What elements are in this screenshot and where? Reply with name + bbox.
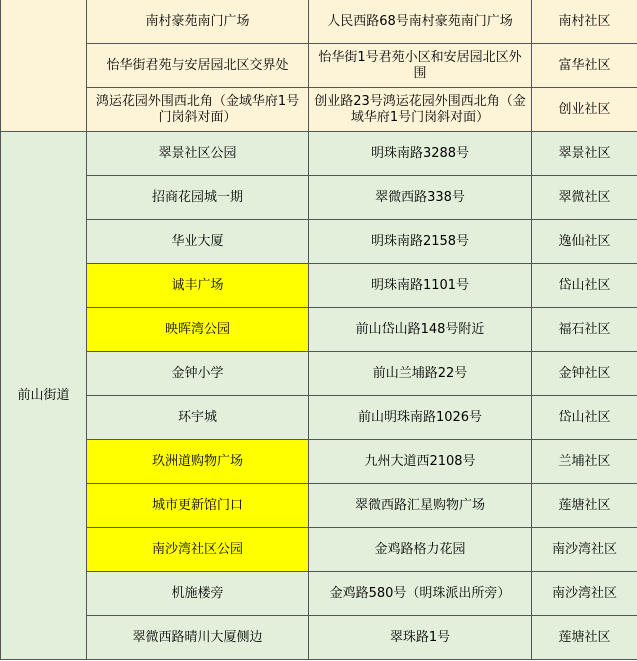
- location-cell: 机施楼旁: [87, 572, 309, 616]
- address-cell: 人民西路68号南村豪苑南门广场: [309, 0, 532, 44]
- address-cell: 明珠南路2158号: [309, 220, 532, 264]
- address-cell: 前山岱山路148号附近: [309, 308, 532, 352]
- location-cell: 城市更新馆门口: [87, 484, 309, 528]
- community-cell: 翠微社区: [532, 176, 637, 220]
- table-row: [1, 484, 637, 528]
- table-row: [1, 528, 637, 572]
- table-row: [1, 396, 637, 440]
- community-cell: 兰埔社区: [532, 440, 637, 484]
- table-row: [1, 132, 637, 176]
- table-row: [1, 176, 637, 220]
- community-cell: 岱山社区: [532, 264, 637, 308]
- table-row: [1, 0, 637, 44]
- community-cell: 南村社区: [532, 0, 637, 44]
- location-cell: 诚丰广场: [87, 264, 309, 308]
- community-cell: 金钟社区: [532, 352, 637, 396]
- community-cell: 富华社区: [532, 44, 637, 88]
- community-cell: 岱山社区: [532, 396, 637, 440]
- location-cell: 翠微西路晴川大厦侧边: [87, 616, 309, 660]
- location-cell: 南沙湾社区公园: [87, 528, 309, 572]
- community-cell: 创业社区: [532, 88, 637, 132]
- location-cell: 怡华街君苑与安居园北区交界处: [87, 44, 309, 88]
- address-cell: 怡华街1号君苑小区和安居园北区外围: [309, 44, 532, 88]
- location-cell: 翠景社区公园: [87, 132, 309, 176]
- address-cell: 明珠南路1101号: [309, 264, 532, 308]
- table-row: [1, 88, 637, 132]
- location-cell: 南村豪苑南门广场: [87, 0, 309, 44]
- community-cell: 逸仙社区: [532, 220, 637, 264]
- location-cell: 招商花园城一期: [87, 176, 309, 220]
- district-cell-prev: [1, 0, 87, 132]
- district-cell: 前山街道: [1, 132, 87, 660]
- community-cell: 翠景社区: [532, 132, 637, 176]
- community-cell: 南沙湾社区: [532, 572, 637, 616]
- table-row: [1, 308, 637, 352]
- address-cell: 翠微西路338号: [309, 176, 532, 220]
- location-cell: 环宇城: [87, 396, 309, 440]
- address-cell: 金鸡路格力花园: [309, 528, 532, 572]
- community-cell: 莲塘社区: [532, 616, 637, 660]
- community-cell: 莲塘社区: [532, 484, 637, 528]
- table-row: [1, 220, 637, 264]
- address-cell: 九州大道西2108号: [309, 440, 532, 484]
- address-cell: 前山明珠南路1026号: [309, 396, 532, 440]
- community-cell: 南沙湾社区: [532, 528, 637, 572]
- address-cell: 金鸡路580号（明珠派出所旁）: [309, 572, 532, 616]
- location-cell: 映晖湾公园: [87, 308, 309, 352]
- location-cell: 鸿运花园外围西北角（金域华府1号门岗斜对面）: [87, 88, 309, 132]
- address-cell: 明珠南路3288号: [309, 132, 532, 176]
- table-row: [1, 264, 637, 308]
- address-cell: 翠珠路1号: [309, 616, 532, 660]
- community-cell: 福石社区: [532, 308, 637, 352]
- table-row: [1, 616, 637, 660]
- table-row: [1, 572, 637, 616]
- table-row: [1, 440, 637, 484]
- table-row: [1, 44, 637, 88]
- location-cell: 金钟小学: [87, 352, 309, 396]
- location-cell: 玖洲道购物广场: [87, 440, 309, 484]
- location-cell: 华业大厦: [87, 220, 309, 264]
- address-cell: 创业路23号鸿运花园外围西北角（金域华府1号门岗斜对面）: [309, 88, 532, 132]
- address-cell: 前山兰埔路22号: [309, 352, 532, 396]
- table-row: [1, 352, 637, 396]
- address-cell: 翠微西路汇星购物广场: [309, 484, 532, 528]
- table-body: [1, 0, 637, 660]
